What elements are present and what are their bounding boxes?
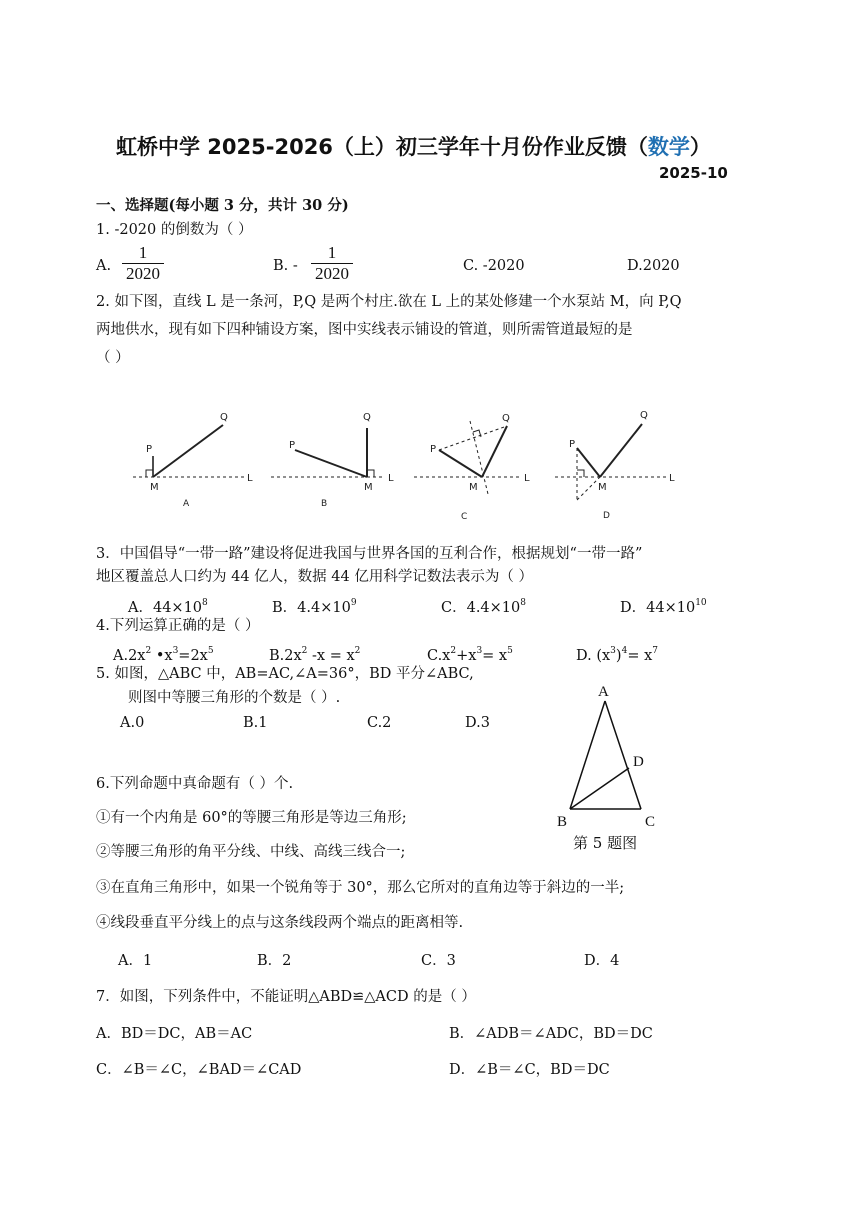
pipe-pm: [439, 450, 482, 477]
q2-figure-b: [271, 412, 394, 509]
vertex-b: B: [557, 814, 568, 830]
reflection-path: [577, 477, 600, 500]
q3-option-b: B．$4.4\times 10^9$: [272, 598, 357, 616]
q2-figure-d: [555, 410, 675, 521]
page-title: 虹桥中学 2025-2026（上）初三学年十月份作业反馈（数学）: [116, 135, 711, 159]
figure-5-caption: 第 5 题图: [573, 834, 638, 852]
q5-option-a: A.0: [120, 715, 145, 731]
label-m: M: [364, 482, 373, 493]
q7-option-c: C．∠B＝∠C，∠BAD＝∠CAD: [96, 1062, 302, 1078]
pipe-pm: [295, 450, 367, 477]
label-m: M: [469, 482, 478, 493]
vertex-c: C: [645, 814, 656, 830]
q5-triangle-figure: [557, 684, 655, 830]
q6-option-b: B．2: [257, 953, 292, 969]
pipe-mq: [153, 425, 223, 477]
label-q: Q: [502, 413, 510, 424]
q5-option-c: C.2: [367, 715, 392, 731]
q7-option-d: D．∠B＝∠C，BD＝DC: [449, 1062, 610, 1078]
q6-option-a: A．1: [118, 953, 153, 969]
label-p: P: [289, 440, 296, 451]
label-q: Q: [220, 412, 228, 423]
label-q: Q: [640, 410, 648, 421]
question-7-stem: 7．如图，下列条件中，不能证明△ABD≌△ACD 的是（ ）: [96, 989, 476, 1005]
caption-c: C: [461, 512, 468, 522]
label-p: P: [430, 444, 437, 455]
q1-option-d: D.2020: [627, 258, 680, 274]
subject-label: 数学: [647, 135, 690, 159]
q1-option-a-label: A.: [96, 258, 112, 274]
question-1-stem: 1. -2020 的倒数为（ ）: [96, 222, 253, 238]
section-heading: 一、选择题(每小题 3 分，共计 30 分): [96, 197, 349, 214]
question-6-stem: 6.下列命题中真命题有（ ）个.: [96, 776, 294, 792]
caption-b: B: [321, 499, 328, 509]
question-5-line-1: 5. 如图，△ABC 中，AB=AC,∠A=36°，BD 平分∠ABC,: [96, 666, 474, 682]
question-3-line-2: 地区覆盖总人口约为 44 亿人，数据 44 亿用科学记数法表示为（ ）: [96, 569, 533, 585]
label-l: L: [669, 473, 675, 484]
side-ab: [570, 701, 605, 809]
q4-option-a: $A.2x^2$ $•x^3=2x^5$: [113, 646, 214, 664]
q6-statement-1: ①有一个内角是 60°的等腰三角形是等边三角形;: [96, 810, 407, 826]
question-4-stem: 4.下列运算正确的是（ ）: [96, 618, 260, 634]
right-angle-mark: [577, 470, 584, 477]
q3-option-c: C．$4.4\times 10^8$: [441, 598, 526, 616]
q4-option-c: $C.x^2+x^3= x^5$: [427, 646, 513, 664]
label-m: M: [598, 482, 607, 493]
question-3-line-1: 3．中国倡导“一带一路”建设将促进我国与世界各国的互利合作，根据规划“一带一路”: [96, 546, 643, 562]
q1-option-b-label: B. -: [273, 258, 298, 274]
q7-option-a: A．BD＝DC，AB＝AC: [96, 1026, 253, 1042]
q4-option-b: $B.2x^2$ $-x = x^2$: [269, 646, 361, 664]
question-2-line-2: 两地供水，现有如下四种铺设方案，图中实线表示铺设的管道，则所需管道最短的是: [96, 322, 633, 338]
q6-option-c: C．3: [421, 953, 456, 969]
label-l: L: [524, 473, 530, 484]
label-p: P: [146, 444, 153, 455]
label-l: L: [247, 473, 253, 484]
right-angle-mark: [367, 470, 374, 477]
caption-a: A: [183, 499, 190, 509]
q1-option-c: C. -2020: [463, 258, 525, 274]
pipe-mq: [600, 424, 642, 477]
pipe-pm: [577, 448, 600, 477]
q5-option-d: D.3: [465, 715, 490, 731]
label-m: M: [150, 482, 159, 493]
question-5-line-2: 则图中等腰三角形的个数是（ ）.: [128, 690, 341, 706]
q4-option-d: D. $(x^3)^4= x^7$: [576, 646, 658, 664]
q2-figure-a: [133, 412, 253, 509]
label-p: P: [569, 439, 576, 450]
caption-d: D: [603, 511, 610, 521]
q7-option-b: B．∠ADB＝∠ADC，BD＝DC: [449, 1026, 653, 1042]
q2-figure-c: [414, 413, 530, 522]
right-angle-mark: [146, 470, 153, 477]
q1-option-a-fraction: 1 2020: [122, 243, 164, 284]
label-l: L: [388, 473, 394, 484]
q6-statement-3: ③在直角三角形中，如果一个锐角等于 30°，那么它所对的直角边等于斜边的一半;: [96, 880, 625, 896]
point-d: D: [633, 754, 644, 770]
question-2-line-1: 2. 如下图，直线 L 是一条河，P,Q 是两个村庄.欲在 L 上的某处修建一个水泵站 M，向 P,Q: [96, 294, 682, 310]
q6-option-d: D．4: [584, 953, 620, 969]
q1-option-b-fraction: 1 2020: [311, 243, 353, 284]
q6-statement-4: ④线段垂直平分线上的点与这条线段两个端点的距离相等.: [96, 915, 464, 931]
q3-option-a: A．$44\times 10^8$: [128, 598, 208, 616]
bisector-bd: [570, 768, 629, 809]
q3-option-d: D．$44\times 10^{10}$: [620, 598, 707, 616]
question-2-line-3: （ ）: [96, 350, 130, 366]
date-label: 2025-10: [659, 164, 728, 182]
label-q: Q: [363, 412, 371, 423]
q6-statement-2: ②等腰三角形的角平分线、中线、高线三线合一;: [96, 844, 406, 860]
q5-option-b: B.1: [243, 715, 268, 731]
vertex-a: A: [598, 684, 609, 700]
